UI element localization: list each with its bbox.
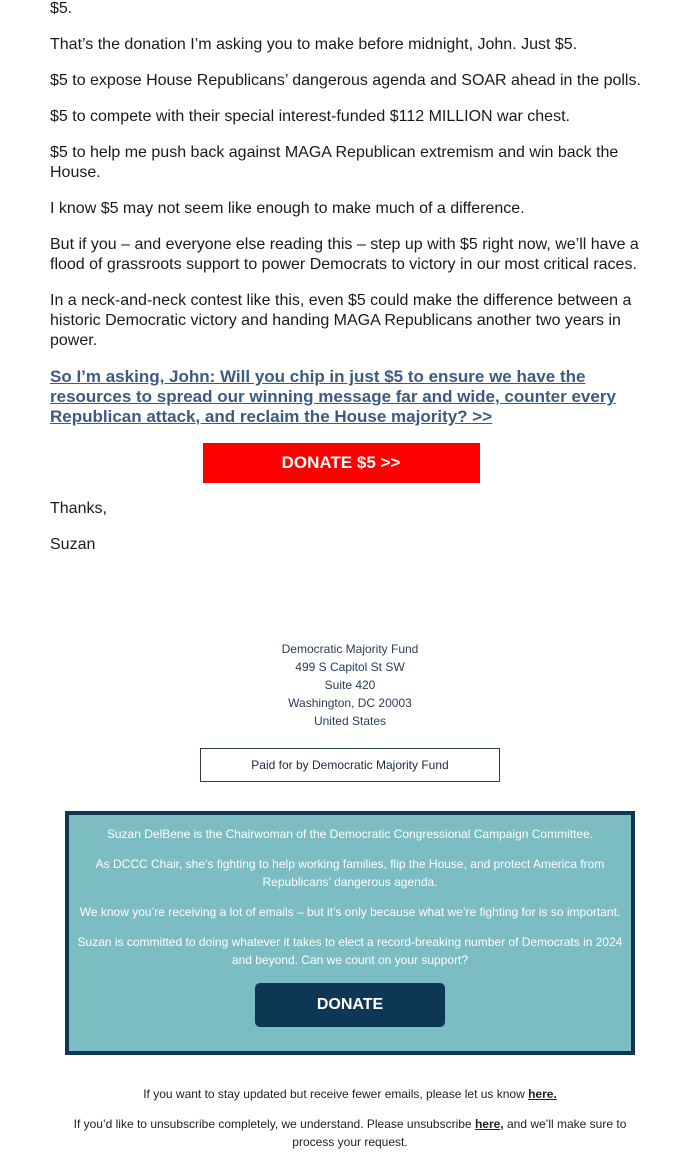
paragraph: In a neck-and-neck contest like this, even $5 could make the difference between a historic Democratic victory and handing MAGA Republicans another two years in power. xyxy=(50,292,632,349)
address-line: Washington, DC 20003 xyxy=(288,696,412,710)
paragraph: That’s the donation I’m asking you to make before midnight, John. Just $5. xyxy=(50,36,578,53)
info-paragraph: As DCCC Chair, she’s fighting to help working families, flip the House, and protect America from Republicans’ dangerous agenda. xyxy=(95,857,605,889)
donate-cta-link[interactable]: So I’m asking, John: Will you chip in just $5 to ensure we have the resources to spread our winning message far and wide, counter every Republican attack, and reclaim the House majority? >> xyxy=(50,367,616,426)
paragraph: But if you – and everyone else reading this – step up with $5 right now, we’ll have a flood of grassroots support to power Democrats to victory in our most critical races. xyxy=(50,236,639,273)
mailing-address xyxy=(0,640,700,730)
info-paragraph: Suzan is committed to doing whatever it takes to elect a record-breaking number of Democrats in 2024 and beyond. Can we count on your support? xyxy=(77,935,623,967)
donate-button[interactable]: DONATE xyxy=(255,983,445,1027)
address-line: Suite 420 xyxy=(324,678,376,692)
unsubscribe-note xyxy=(65,1115,635,1151)
fewer-emails-text: If you want to stay updated but receive fewer emails, please let us know xyxy=(143,1087,529,1101)
address-line: United States xyxy=(313,714,387,728)
unsubscribe-text: If you’d like to unsubscribe completely, we understand. Please unsubscribe xyxy=(73,1117,475,1131)
address-line: Democratic Majority Fund xyxy=(281,642,419,656)
fewer-emails-note xyxy=(0,1085,700,1103)
paragraph: $5. xyxy=(50,0,73,17)
paragraph: I know $5 may not seem like enough to make much of a difference. xyxy=(50,200,525,217)
info-paragraph: Suzan DelBene is the Chairwoman of the Democratic Congressional Campaign Committee. xyxy=(106,827,594,841)
signoff: Thanks, xyxy=(50,500,107,517)
donate-5-button[interactable]: DONATE $5 >> xyxy=(203,443,480,483)
email-body xyxy=(50,0,660,571)
unsubscribe-link[interactable]: here, xyxy=(474,1117,504,1131)
paragraph: $5 to expose House Republicans’ dangerous agenda and SOAR ahead in the polls. xyxy=(50,72,641,89)
unsubscribe-text-end: and we’ll make sure to process your request. xyxy=(292,1117,627,1149)
footer xyxy=(0,1085,700,1151)
paid-for-disclaimer: Paid for by Democratic Majority Fund xyxy=(200,748,500,782)
address-line: 499 S Capitol St SW xyxy=(295,660,405,674)
paragraph: $5 to help me push back against MAGA Republican extremism and win back the House. xyxy=(50,144,619,181)
signature: Suzan xyxy=(50,536,96,553)
fewer-emails-link[interactable]: here. xyxy=(528,1087,557,1101)
info-paragraph: We know you’re receiving a lot of emails – but it’s only because what we’re fighting for is so important. xyxy=(79,905,621,919)
donate-button-wrap xyxy=(50,443,660,483)
paragraph: $5 to compete with their special interest-funded $112 MILLION war chest. xyxy=(50,108,570,125)
chair-info-box xyxy=(65,811,635,1055)
